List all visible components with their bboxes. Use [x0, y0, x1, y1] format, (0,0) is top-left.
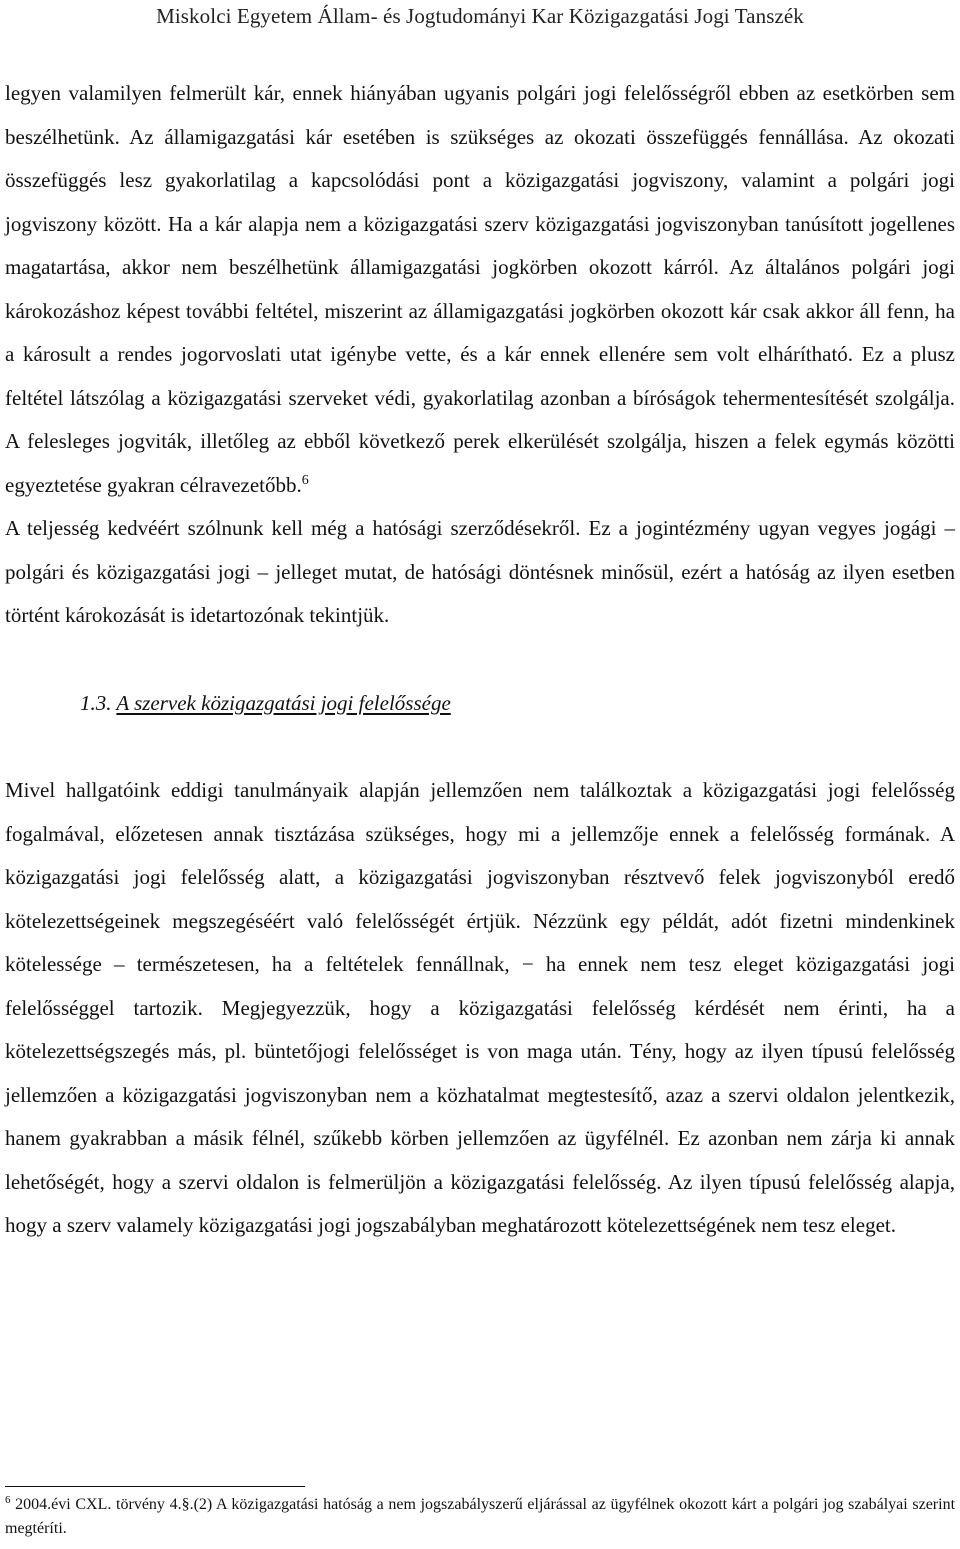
footnote-separator	[5, 1486, 305, 1487]
footnote-reference[interactable]: 6	[301, 472, 309, 488]
paragraph: A teljesség kedvéért szólnunk kell még a hatósági szerződésekről. Ez a jogintézmény ugyan vegyes jogági – polgári és közigazgatási jogi – jelleget mutat, de hatósági döntésnek minősül, ezért a hatóság az ilyen esetben történt károkozását is idetartozónak tekintjük.	[5, 516, 955, 627]
footnote-marker: 6	[5, 1494, 11, 1506]
document-body	[5, 72, 955, 1248]
paragraph	[5, 72, 955, 507]
paragraph: Mivel hallgatóink eddigi tanulmányaik alapján jellemzően nem találkoztak a közigazgatási jogi felelősség fogalmával, előzetesen annak tisztázása szükséges, hogy mi a jellemzője ennek a felelősség formának. A közigazgatási jogi felelősség alatt, a közigazgatási jogviszonyban résztvevő felek jogviszonyból eredő kötelezettségeinek megszegéséért való felelősségét értjük. Nézzünk egy példát, adót fizetni mindenkinek kötelessége – természetesen, ha a feltételek fennállnak, − ha ennek nem tesz eleget közigazgatási jogi felelősséggel tartozik. Megjegyezzük, hogy a közigazgatási felelősség kérdését nem érinti, ha a kötelezettségszegés más, pl. büntetőjogi felelősséget is von maga után. Tény, hogy az ilyen típusú felelősség jellemzően a közigazgatási jogviszonyban nem a közhatalmat megtestesítő, azaz a szervi oldalon jelentkezik, hanem gyakrabban a másik félnél, szűkebb körben jellemzően az ügyfélnél. Ez azonban nem zárja ki annak lehetőségét, hogy a szervi oldalon is felmerüljön a közigazgatási felelősség. Az ilyen típusú felelősség alapja, hogy a szerv valamely közigazgatási jogi jogszabályban meghatározott kötelezettségének nem tesz eleget.	[5, 778, 955, 1237]
footnote-text: 2004.évi CXL. törvény 4.§.(2) A közigazgatási hatóság a nem jogszabályszerű eljárással az ügyfélnek okozott kárt a polgári jog szabályai szerint megtéríti.	[5, 1496, 956, 1537]
section-number: 1.3.	[80, 690, 112, 715]
section-title: A szervek közigazgatási jogi felelőssége	[116, 690, 451, 715]
page-header: Miskolci Egyetem Állam- és Jogtudományi Kar Közigazgatási Jogi Tanszék	[156, 4, 804, 28]
section-heading	[80, 682, 955, 726]
paragraph-text: legyen valamilyen felmerült kár, ennek hiányában ugyanis polgári jogi felelősségről ebben az esetkörben sem beszélhetünk. Az államigazgatási kár esetében is szükséges az okozati összefüggés fennállása. Az okozati összefüggés lesz gyakorlatilag a kapcsolódási pont a közigazgatási jogviszony, valamint a polgári jogi jogviszony között. Ha a kár alapja nem a közigazgatási szerv közigazgatási jogviszonyban tanúsított jogellenes magatartása, akkor nem beszélhetünk államigazgatási jogkörben okozott kárról. Az általános polgári jogi károkozáshoz képest további feltétel, miszerint az államigazgatási jogkörben okozott kár csak akkor áll fenn, ha a károsult a rendes jogorvoslati utat igénybe vette, és a kár ennek ellenére sem volt elhárítható. Ez a plusz feltétel látszólag a közigazgatási szerveket védi, gyakorlatilag azonban a bíróságok tehermentesítését szolgálja. A felesleges jogviták, illetőleg az ebből következő perek elkerülését szolgálja, hiszen a felek egymás közötti egyeztetése gyakran célravezetőbb.	[5, 81, 955, 497]
footnote	[5, 1493, 955, 1541]
